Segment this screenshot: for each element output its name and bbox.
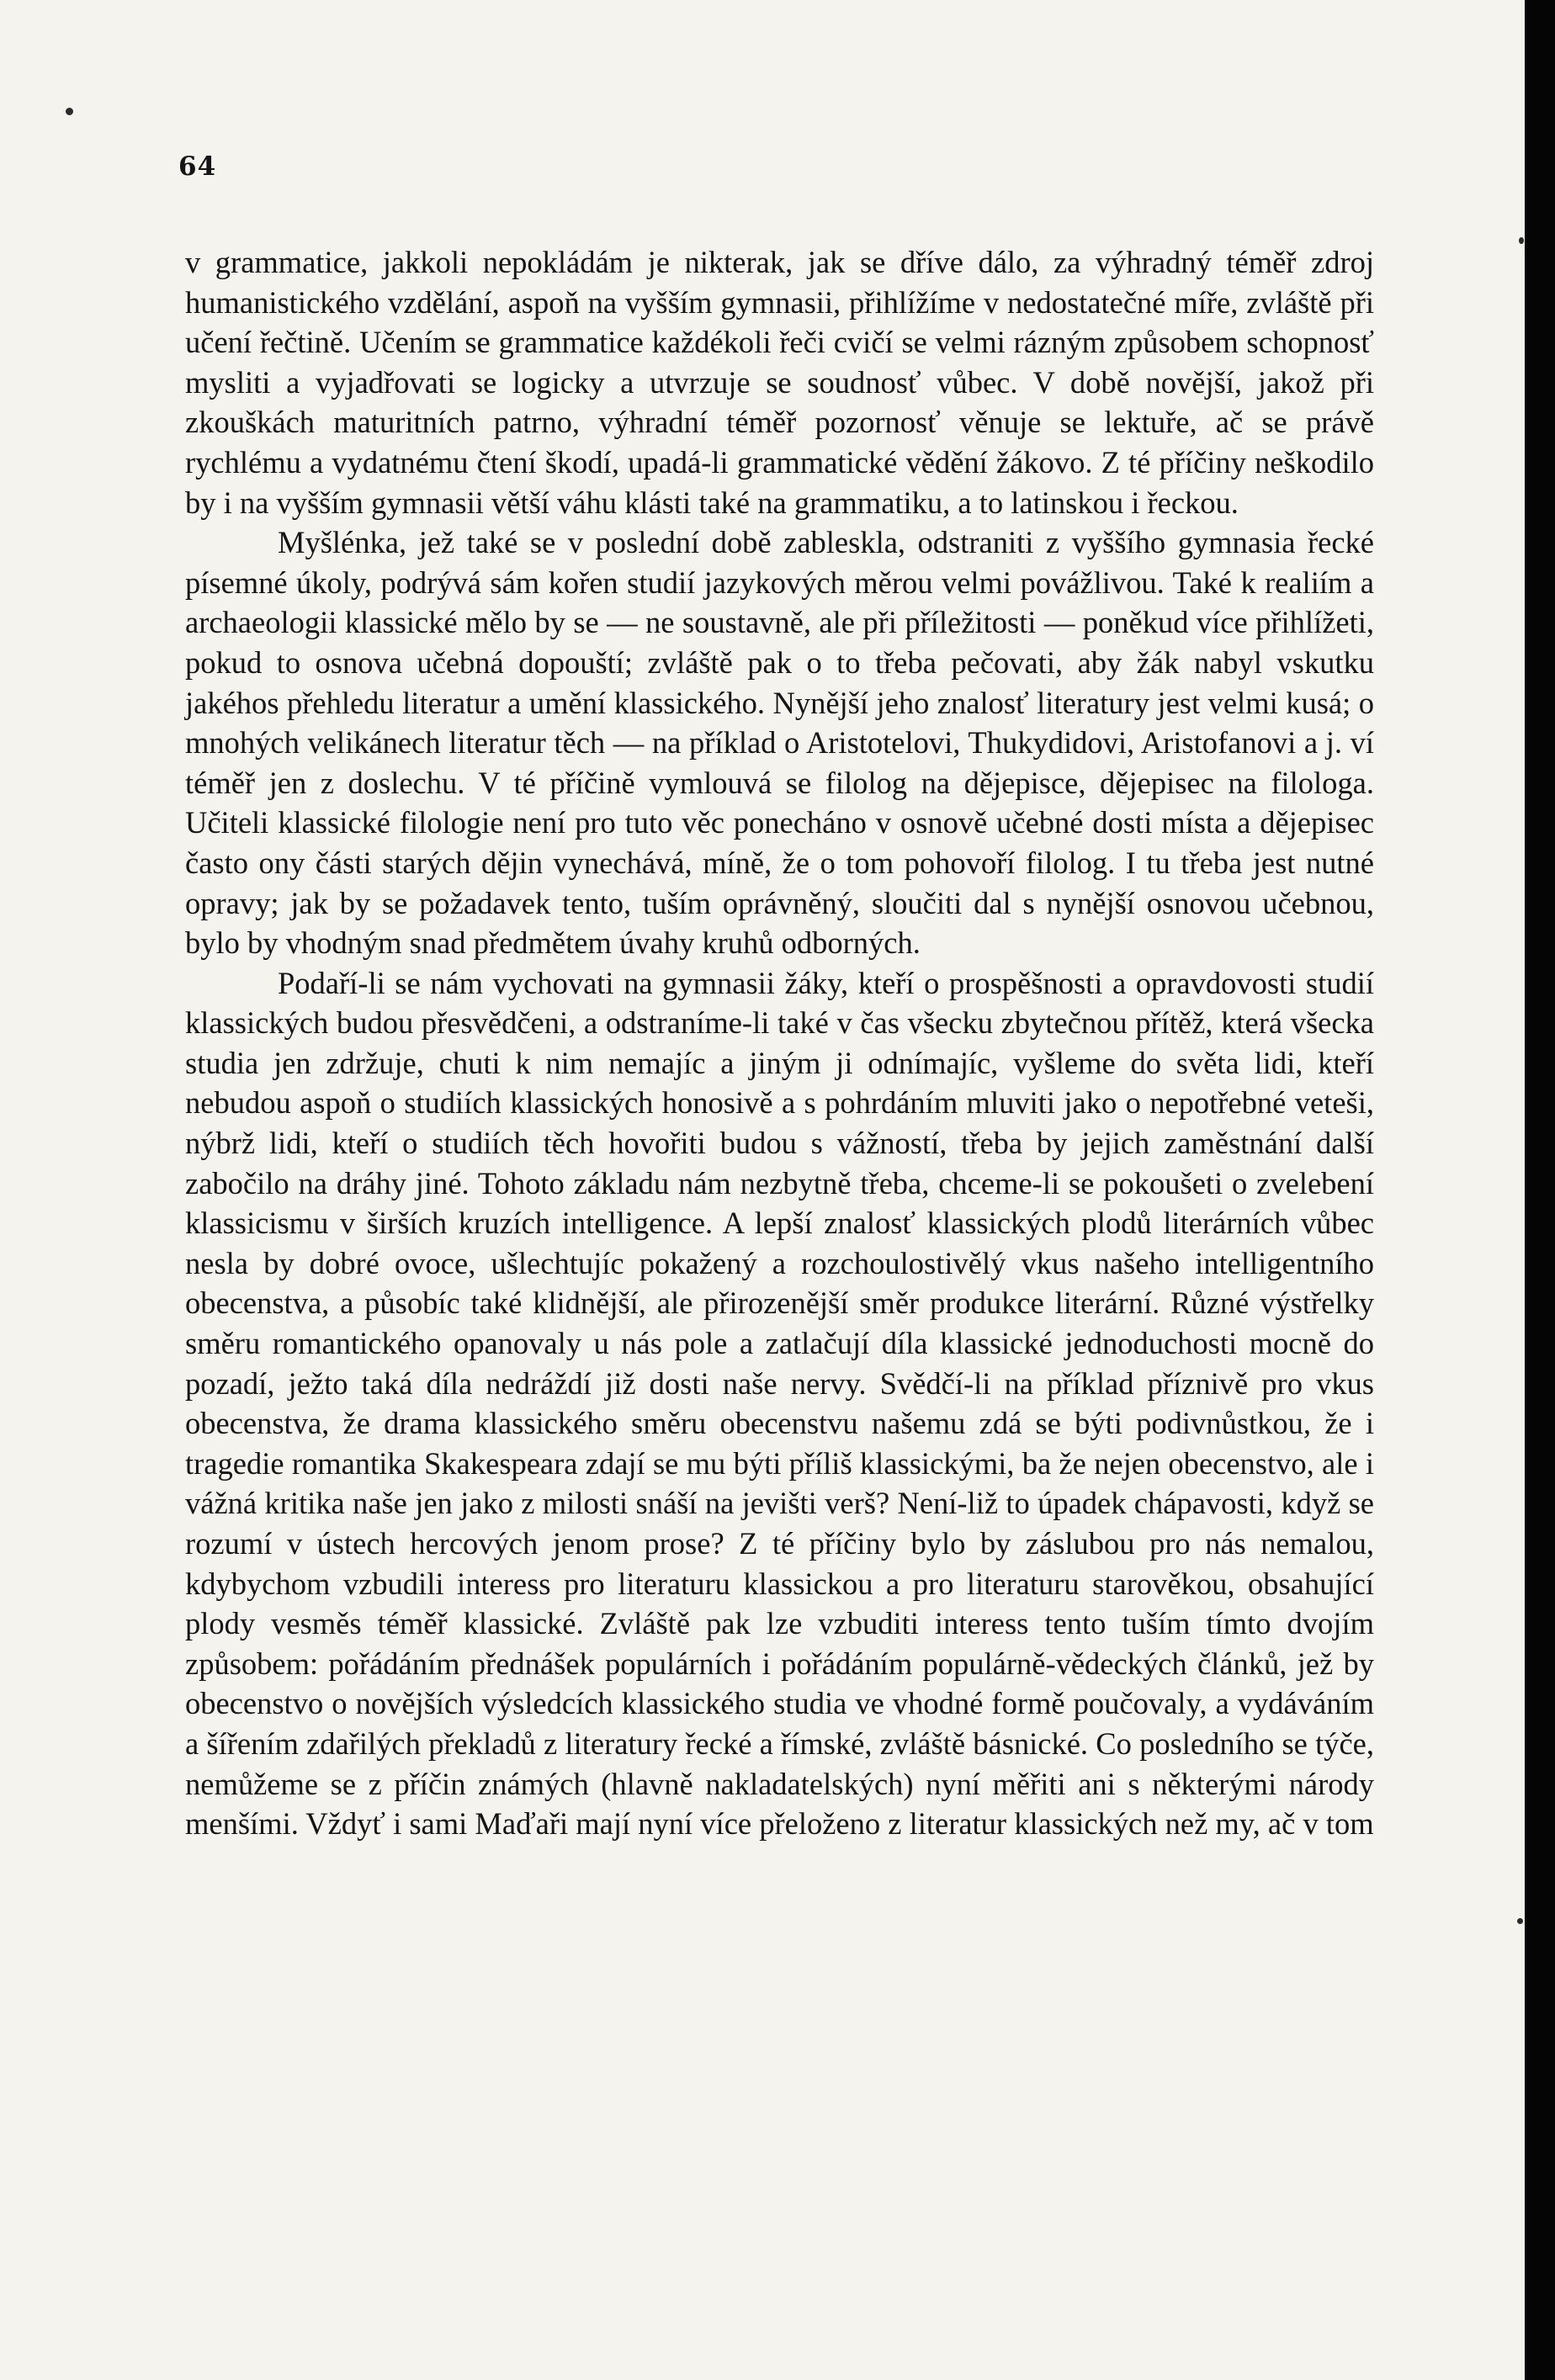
scan-speck xyxy=(66,108,73,115)
paragraph: Podaří-li se nám vychovati na gymnasii žáky, kteří o prospěšnosti a opravdovosti studií klassických budou přesvědčeni, a odstraníme-li také v čas všecku zbytečnou přítěž, která všecka studia jen zdržuje, chuti k nim nemajíc a jiným ji odnímajíc, vyšleme do světa lidi, kteří nebudou aspoň o studiích klassických honosivě a s pohrdáním mluviti jako o nepotřebné veteši, nýbrž lidi, kteří o studiích těch hovořiti budou s vážností, třeba by jejich zaměstnání další zabočilo na dráhy jiné. Tohoto základu nám nezbytně třeba, chceme-li se pokoušeti o zvelebení klassicismu v širších kruzích intelligence. A lepší znalosť klassických plodů literárních vůbec nesla by dobré ovoce, ušlechtujíc pokažený a rozchoulostivělý vkus našeho intelligentního obecenstva, a působíc také klidnější, ale přirozenější směr produkce literární. Různé výstřelky směru romantického opanovaly u nás pole a zatlačují díla klassické jednoduchosti mocně do pozadí, ježto taká díla nedráždí již dosti naše nervy. Svědčí-li na příklad příznivě pro vkus obecenstva, že drama klassického směru obecenstvu našemu zdá se býti podivnůstkou, že i tragedie romantika Skakespeara zdají se mu býti příliš klassickými, ba že nejen obecenstvo, ale i vážná kritika naše jen jako z milosti snáší na jevišti verš? Není-liž to úpadek chápavosti, když se rozumí v ústech hercových jenom prose? Z té příčiny bylo by záslubou pro nás nemalou, kdybychom vzbudili interess pro literaturu klassickou a pro literaturu starověkou, obsahující plody vesměs téměř klassické. Zvláště pak lze vzbuditi interess tento tuším tímto dvojím způsobem: pořádáním přednášek populárních i pořádáním populárně-vědeckých článků, jež by obecenstvo o novějších výsledcích klassického studia ve vhodné formě poučovaly, a vydáváním a šířením zdařilých překladů z literatury řecké a římské, zvláště básnické. Co posledního se týče, nemůžeme se z příčin známých (hlavně nakladatelských) nyní měřiti ani s některými národy menšími. Vždyť i sami Maďaři mají nyní více přeloženo z literatur klassických než my, ač v tom xyxy=(185,965,1374,1842)
paragraph: Myšlénka, jež také se v poslední době zableskla, odstraniti z vyššího gymnasia řecké písemné úkoly, podrývá sám kořen studií jazykových měrou velmi povážlivou. Také k realiím a archaeologii klassické mělo by se — ne soustavně, ale při příležitosti — poněkud více přihlížeti, pokud to osnova učebná dopouští; zvláště pak o to třeba pečovati, aby žák nabyl vskutku jakéhos přehledu literatur a umění klassického. Nynější jeho znalosť literatury jest velmi kusá; o mnohých velikánech literatur těch — na příklad o Aristotelovi, Thukydidovi, Aristofanovi a j. ví téměř jen z doslechu. V té příčině vymlouvá se filolog na dějepisce, dějepisec na filologa. Učiteli klassické filologie není pro tuto věc ponecháno v osnově učebné dosti místa a dějepisec často ony části starých dějin vynechává, míně, že o tom pohovoří filolog. I tu třeba jest nutné opravy; jak by se požadavek tento, tuším oprávněný, sloučiti dal s nynější osnovou učebnou, bylo by vhodným snad předmětem úvahy kruhů odborných. xyxy=(185,525,1374,961)
scan-border xyxy=(1525,0,1555,2380)
body-text xyxy=(185,242,1374,1844)
scan-speck xyxy=(1517,1918,1523,1924)
scan-speck xyxy=(1519,237,1524,244)
paragraph: v grammatice, jakkoli nepokládám je nikterak, jak se dříve dálo, za výhradný téměř zdroj humanistického vzdělání, aspoň na vyšším gymnasii, přihlížíme v nedostatečné míře, zvláště při učení řečtině. Učením se grammatice každékoli řeči cvičí se velmi rázným způsobem schopnosť mysliti a vyjadřovati se logicky a utvrzuje se soudnosť vůbec. V době novější, jakož při zkouškách maturitních patrno, výhradní téměř pozornosť věnuje se lektuře, ač se právě rychlému a vydatnému čtení škodí, upadá-li grammatické vědění žákovo. Z té příčiny neškodilo by i na vyšším gymnasii větší váhu klásti také na grammatiku, a to latinskou i řeckou. xyxy=(185,245,1374,520)
page-number: 64 xyxy=(178,151,217,182)
